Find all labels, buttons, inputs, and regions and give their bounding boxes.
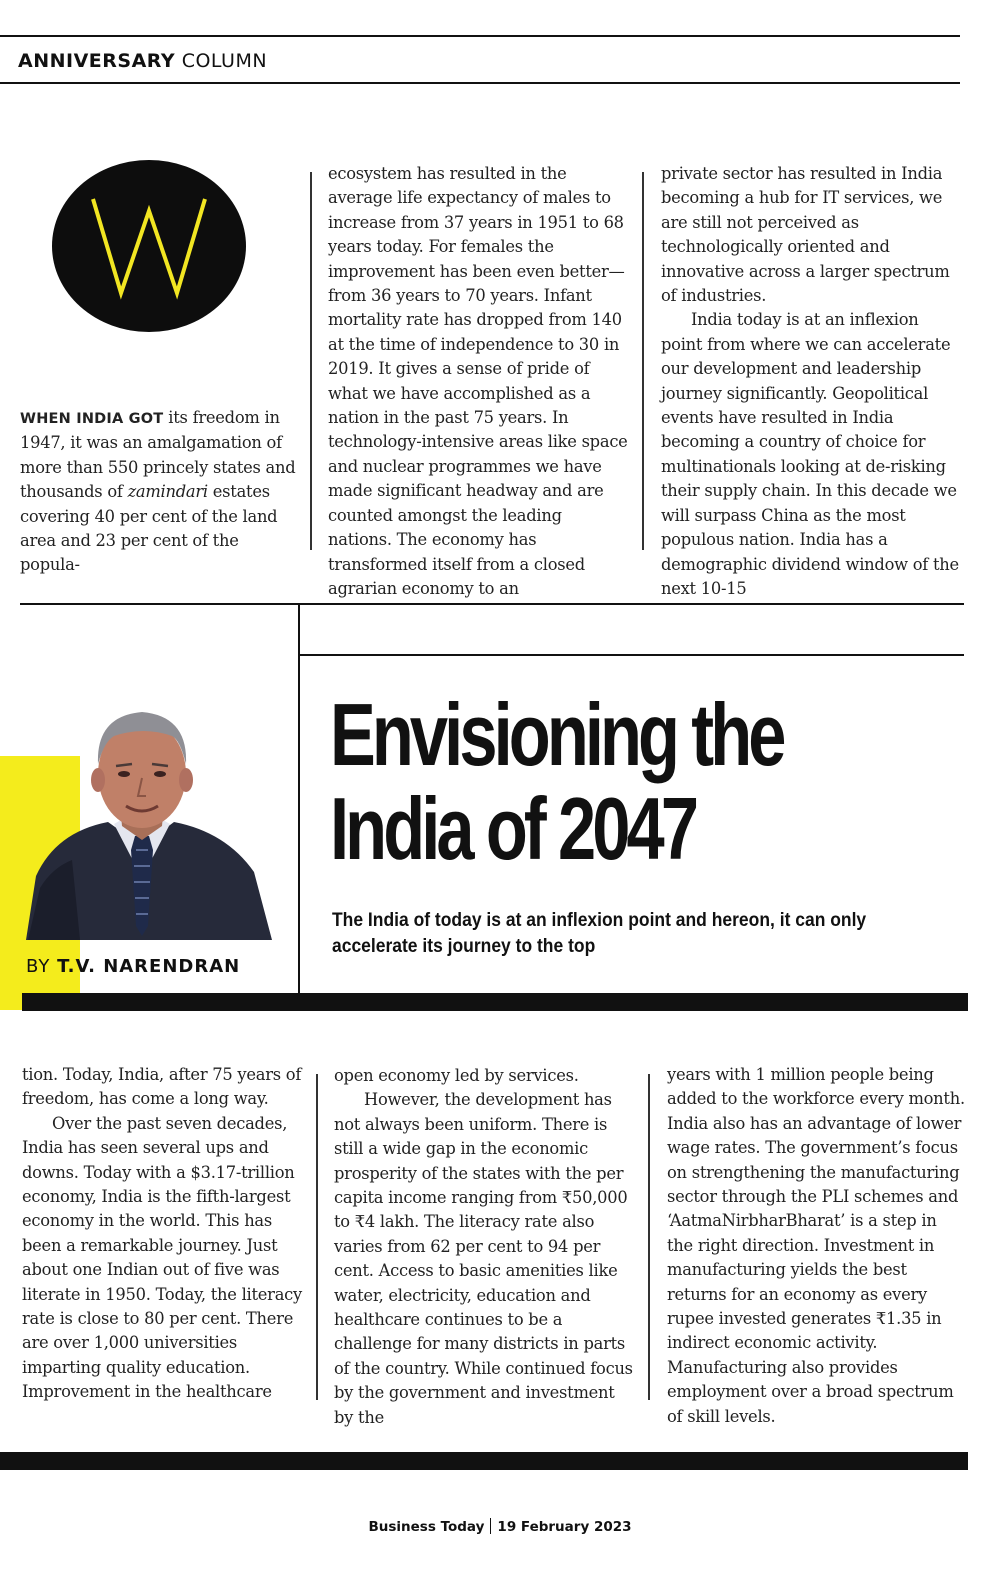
header-underline-rule xyxy=(0,82,960,84)
bottom-col1-paragraph-1: tion. Today, India, after 75 years of freedom, has come a long way. xyxy=(22,1065,302,1109)
col1-text-a: its freedom in 1947, it was an amalgamation of more than 550 princely states and thousands of xyxy=(20,408,296,502)
col1-italic: zamindari xyxy=(127,482,208,502)
col3-paragraph-1: private sector has resulted in India becoming a hub for IT services, we are still not perceived as technologically oriented and innovative across a larger spectrum of industries. xyxy=(661,164,950,306)
bottom-col2-paragraph-2: However, the development has not always been uniform. There is still a wide gap in the economic prosperity of the states with the per capita income ranging from ₹50,000 to ₹4 lakh. The literacy rate also varies from 62 per cent to 94 per cent. Access to basic amenities like water, electricity, education and healthcare continues to be a challenge for many districts in parts of the country. While continued focus by the government and investment by the xyxy=(334,1090,633,1427)
lead-in: WHEN INDIA GOT xyxy=(20,411,164,427)
header-box-top-rule xyxy=(20,603,964,605)
bottom-col3-paragraph-1: years with 1 million people being added to the workforce every month. India also has an advantage of lower wage rates. The government’s focus on strengthening the manufacturing sector through the PLI schemes and ‘AatmaNirbharBharat’ is a step in the right direction. Investment in manufacturing yields the best returns for an economy as every rupee invested generates ₹1.35 in indirect economic activity. Manufacturing also provides employment over a broad spectrum of skill levels. xyxy=(667,1065,965,1426)
column-divider xyxy=(316,1074,318,1400)
author-portrait xyxy=(22,700,274,940)
byline-prefix: BY xyxy=(26,956,51,977)
column-divider xyxy=(310,172,312,550)
publication-name: Business Today xyxy=(368,1519,485,1535)
header-box-bottom-bar xyxy=(22,993,968,1011)
issue-date: 19 February 2023 xyxy=(497,1519,632,1535)
col2-paragraph: ecosystem has resulted in the average life expectancy of males to increase from 37 years in 1951 to 68 years today. For females the improvement has been even better—from 36 years to 70 years. Infant mortality rate has dropped from 140 at the time of independence to 30 in 2019. It gives a sense of pride of what we have accomplished as a nation in the past 75 years. In technology-intensive areas like space and nuclear programmes we have made significant headway and are counted amongst the leading nations. The economy has transformed itself from a closed agrarian economy to an xyxy=(328,164,628,598)
top-rule xyxy=(0,35,960,37)
page-footer xyxy=(0,1518,1000,1535)
bottom-col1-paragraph-2: Over the past seven decades, India has seen several ups and downs. Today with a $3.17-trillion economy, India is the fifth-largest economy in the world. This has been a remarkable journey. Just about one Indian out of five was literate in 1950. Today, the literacy rate is close to 80 per cent. There are over 1,000 universities imparting quality education. Improvement in the healthcare xyxy=(22,1113,302,1402)
top-column-3 xyxy=(661,162,959,601)
footer-divider xyxy=(490,1518,491,1534)
top-column-1 xyxy=(20,406,298,578)
bottom-column-1 xyxy=(22,1063,304,1405)
top-column-2 xyxy=(328,162,628,601)
bottom-column-3 xyxy=(667,1063,967,1429)
headline xyxy=(330,685,783,878)
section-label xyxy=(18,50,267,72)
header-box-vertical-rule xyxy=(298,603,300,995)
dropcap-letter-w-icon xyxy=(89,191,209,301)
byline xyxy=(26,956,240,977)
standfirst: The India of today is at an inflexion point and hereon, it can only accelerate its journey to the top xyxy=(332,910,867,957)
column-divider xyxy=(642,172,644,550)
dropcap-circle xyxy=(52,160,246,332)
headline-line-1: Envisioning the xyxy=(330,685,783,784)
bottom-column-2 xyxy=(334,1064,634,1430)
bottom-col2-paragraph-1: open economy led by services. xyxy=(334,1066,579,1085)
col1-text-b: estates covering 40 per cent of the land area and 23 per cent of the popula- xyxy=(20,482,278,575)
col3-paragraph-2: India today is at an inflexion point from where we can accelerate our development and leadership journey significantly. Geopolitical events have resulted in India becoming a country of choice for multinationals looking at de-risking their supply chain. In this decade we will surpass China as the most populous nation. India has a demographic dividend window of the next 10-15 xyxy=(661,310,959,598)
bottom-bar xyxy=(0,1452,968,1470)
author-photo-icon xyxy=(22,700,274,940)
section-label-rest: COLUMN xyxy=(181,50,268,72)
column-divider xyxy=(648,1074,650,1400)
author-name: T.V. NARENDRAN xyxy=(57,956,241,977)
section-label-bold: ANNIVERSARY xyxy=(18,50,176,72)
headline-top-rule xyxy=(298,654,964,656)
headline-line-2: India of 2047 xyxy=(330,779,696,878)
